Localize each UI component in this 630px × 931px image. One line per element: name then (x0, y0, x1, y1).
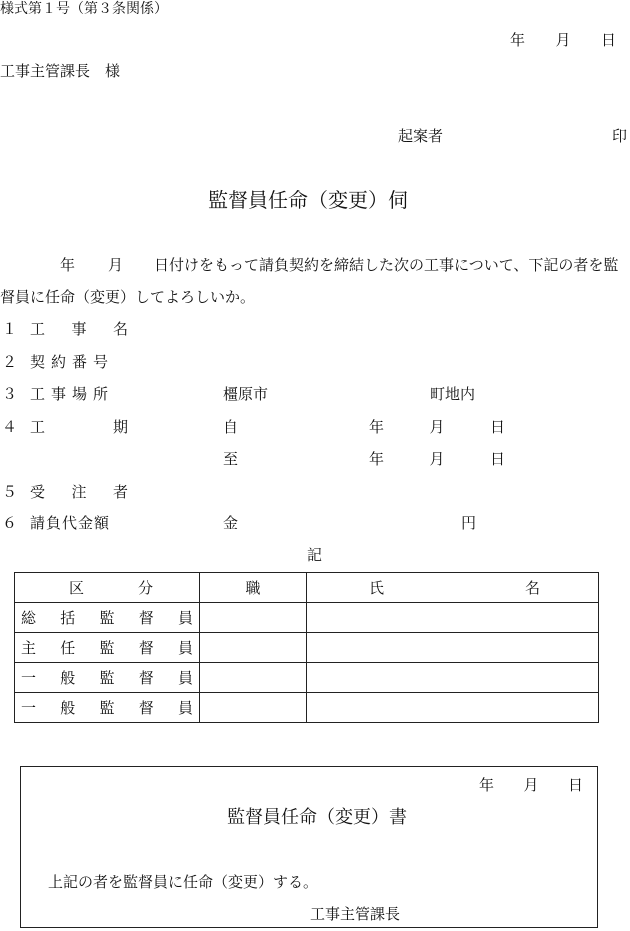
body-line-1: 日付けをもって請負契約を締結した次の工事について、下記の者を監 (154, 256, 619, 274)
label-char: 注 (71, 483, 87, 501)
item-number-1: １ (2, 320, 18, 338)
item-number-6: ６ (2, 514, 18, 532)
header-name (307, 573, 599, 603)
category-cell (15, 693, 200, 723)
name-cell[interactable] (307, 663, 599, 693)
row-category (21, 637, 193, 658)
page-title: 監督員任命（変更）伺 (208, 188, 408, 212)
category-char: 督 (138, 699, 154, 717)
category-char: 員 (177, 669, 193, 687)
period-to-month: 月 (429, 450, 445, 468)
category-char: 主 (21, 639, 37, 657)
table-header-row (15, 573, 599, 603)
appointment-day: 日 (567, 776, 583, 794)
category-char: 監 (99, 699, 115, 717)
category-char: 総 (21, 609, 37, 627)
category-char: 一 (21, 699, 37, 717)
period-to: 至 (223, 450, 239, 468)
item-label-period (30, 420, 128, 435)
form-number: 様式第１号（第３条関係） (0, 1, 168, 17)
position-cell[interactable] (200, 633, 307, 663)
table-row (15, 603, 599, 633)
table-row (15, 663, 599, 693)
table-row (15, 633, 599, 663)
category-char: 一 (21, 669, 37, 687)
date-day-label: 日 (600, 31, 616, 49)
appointment-text: 上記の者を監督員に任命（変更）する。 (48, 873, 319, 891)
header-position: 職 (200, 573, 307, 603)
item-label-number: 契約番号 (30, 353, 115, 371)
row-category (21, 667, 193, 688)
addressee: 工事主管課長 様 (0, 62, 121, 80)
category-char: 般 (60, 669, 76, 687)
supervisor-table (14, 572, 599, 723)
period-from-date (369, 420, 505, 435)
category-char: 般 (60, 699, 76, 717)
label-char: 受 (30, 483, 46, 501)
amount-prefix: 金 (223, 514, 239, 532)
header-category (15, 573, 200, 603)
body-year: 年 (60, 256, 76, 274)
item-label-amount: 請負代金額 (30, 514, 111, 532)
amount-unit: 円 (461, 514, 477, 532)
appointment-box (20, 766, 598, 928)
header-char: 分 (137, 579, 153, 597)
category-char: 督 (138, 669, 154, 687)
appointment-signer: 工事主管課長 (310, 905, 401, 923)
period-to-year: 年 (369, 450, 385, 468)
appointment-date (479, 778, 583, 793)
header-char: 区 (69, 579, 85, 597)
name-cell[interactable] (307, 633, 599, 663)
label-char: 名 (112, 320, 128, 338)
position-cell[interactable] (200, 693, 307, 723)
header-name-1: 氏 (369, 579, 385, 597)
category-char: 監 (99, 669, 115, 687)
category-char: 監 (99, 609, 115, 627)
item-number-5: ５ (2, 483, 18, 501)
category-char: 括 (60, 609, 76, 627)
category-char: 員 (177, 639, 193, 657)
item-label-place: 工事場所 (30, 385, 115, 403)
category-cell (15, 663, 200, 693)
item-number-4: ４ (2, 418, 18, 436)
period-to-date (369, 452, 505, 467)
category-cell (15, 633, 200, 663)
period-to-day: 日 (489, 450, 505, 468)
date-month-label: 月 (555, 31, 571, 49)
label-char: 者 (112, 483, 128, 501)
appointment-year: 年 (479, 776, 495, 794)
item-label-contractor (30, 485, 128, 500)
place-area: 町地内 (430, 385, 476, 403)
date-header (510, 33, 616, 48)
period-from-year: 年 (369, 418, 385, 436)
period-from-day: 日 (489, 418, 505, 436)
row-category (21, 607, 193, 628)
item-label-name (30, 322, 128, 337)
period-from: 自 (223, 418, 239, 436)
category-char: 員 (177, 699, 193, 717)
position-cell[interactable] (200, 603, 307, 633)
place-city: 橿原市 (223, 385, 269, 403)
row-category (21, 697, 193, 718)
name-cell[interactable] (307, 693, 599, 723)
label-char: 期 (112, 418, 128, 436)
category-char: 督 (138, 609, 154, 627)
category-cell (15, 603, 200, 633)
body-month: 月 (108, 256, 124, 274)
category-char: 任 (60, 639, 76, 657)
item-number-3: ３ (2, 385, 18, 403)
category-char: 監 (99, 639, 115, 657)
period-from-month: 月 (429, 418, 445, 436)
appointment-title: 監督員任命（変更）書 (227, 807, 407, 828)
category-char: 督 (138, 639, 154, 657)
table-row (15, 693, 599, 723)
date-year-label: 年 (510, 31, 526, 49)
appointment-month: 月 (523, 776, 539, 794)
label-char: 工 (30, 320, 46, 338)
item-number-2: ２ (2, 353, 18, 371)
category-char: 員 (177, 609, 193, 627)
header-name-2: 名 (524, 579, 540, 597)
seal-mark: 印 (612, 127, 628, 145)
position-cell[interactable] (200, 663, 307, 693)
name-cell[interactable] (307, 603, 599, 633)
label-char: 事 (71, 320, 87, 338)
ki-marker: 記 (307, 546, 323, 564)
label-char: 工 (30, 418, 46, 436)
drafter-label: 起案者 (398, 127, 444, 145)
body-line-2: 督員に任命（変更）してよろしいか。 (0, 288, 256, 306)
item-label-name-text (30, 322, 128, 337)
